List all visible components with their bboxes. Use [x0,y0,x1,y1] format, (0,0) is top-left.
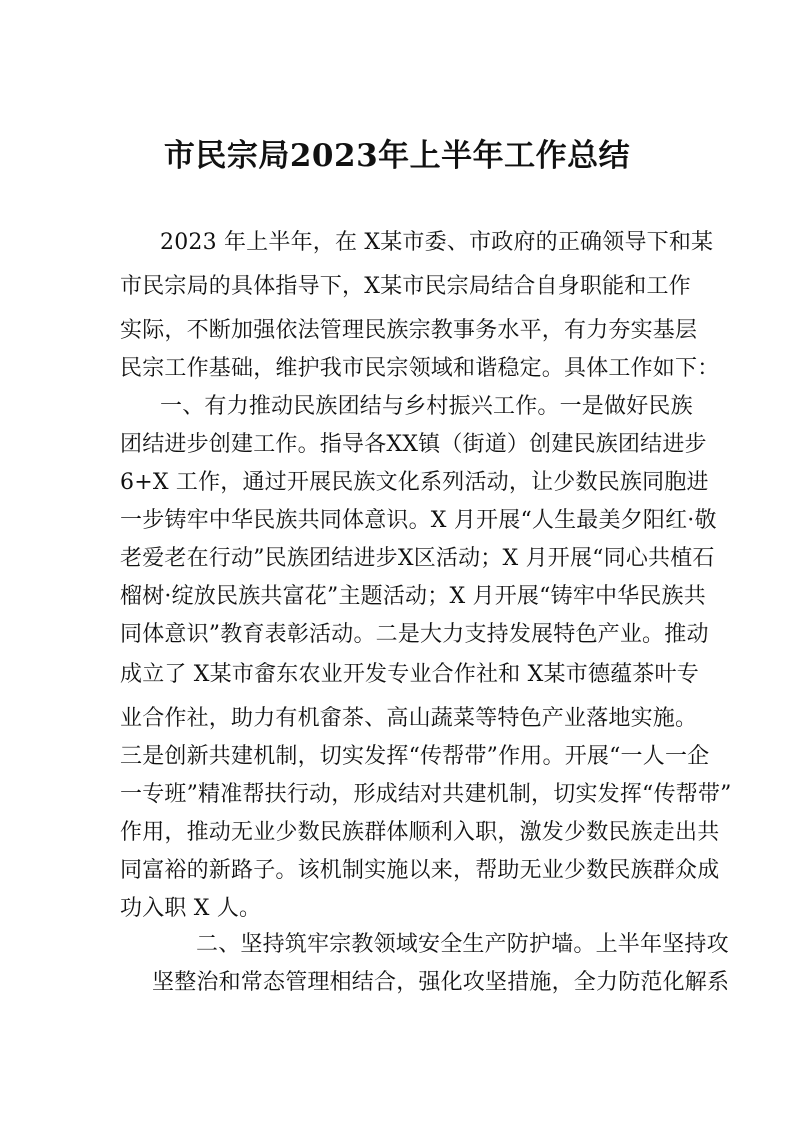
body-line: 三是创新共建机制，切实发挥“传帮带”作用。开展“一人一企 [120,744,710,769]
body-line: 市民宗局的具体指导下，X某市民宗局结合自身职能和工作 [120,274,691,299]
body-line: 老爱老在行动”民族团结进步X区活动；X 月开展“同心共植石 [120,546,715,571]
body-line: 团结进步创建工作。指导各XX镇（街道）创建民族团结进步 [120,432,707,457]
body-line: 业合作社，助力有机畲茶、高山蔬菜等特色产业落地实施。 [120,706,698,731]
body-line: 民宗工作基础，维护我市民宗领域和谐稳定。具体工作如下： [120,356,720,381]
body-line: 二、坚持筑牢宗教领域安全生产防护墙。上半年坚持攻 [196,932,729,957]
document-title: 市民宗局2023年上半年工作总结 [163,138,631,174]
body-line: 一步铸牢中华民族共同体意识。X 月开展“人生最美夕阳红·敬 [120,508,717,533]
body-line: 同体意识”教育表彰活动。二是大力支持发展特色产业。推动 [120,622,709,647]
body-line: 一专班”精准帮扶行动，形成结对共建机制，切实发挥“传帮带” [120,782,732,807]
body-line: 一、有力推动民族团结与乡村振兴工作。一是做好民族 [160,394,693,419]
body-line: 同富裕的新路子。该机制实施以来，帮助无业少数民族群众成 [120,858,720,883]
body-line: 2023 年上半年，在 X某市委、市政府的正确领导下和某 [160,230,714,255]
body-line: 功入职 X 人。 [120,896,262,921]
body-line: 成立了 X某市畲东农业开发专业合作社和 X某市德蕴茶叶专 [120,662,699,687]
body-line: 作用，推动无业少数民族群体顺利入职，激发少数民族走出共 [120,820,720,845]
body-line: 坚整治和常态管理相结合，强化攻坚措施，全力防范化解系 [152,970,730,995]
body-line: 榴树·绽放民族共富花”主题活动；X 月开展“铸牢中华民族共 [120,584,706,609]
body-line: 实际，不断加强依法管理民族宗教事务水平，有力夯实基层 [120,318,698,343]
body-line: 6+X 工作，通过开展民族文化系列活动，让少数民族同胞进 [120,470,709,495]
